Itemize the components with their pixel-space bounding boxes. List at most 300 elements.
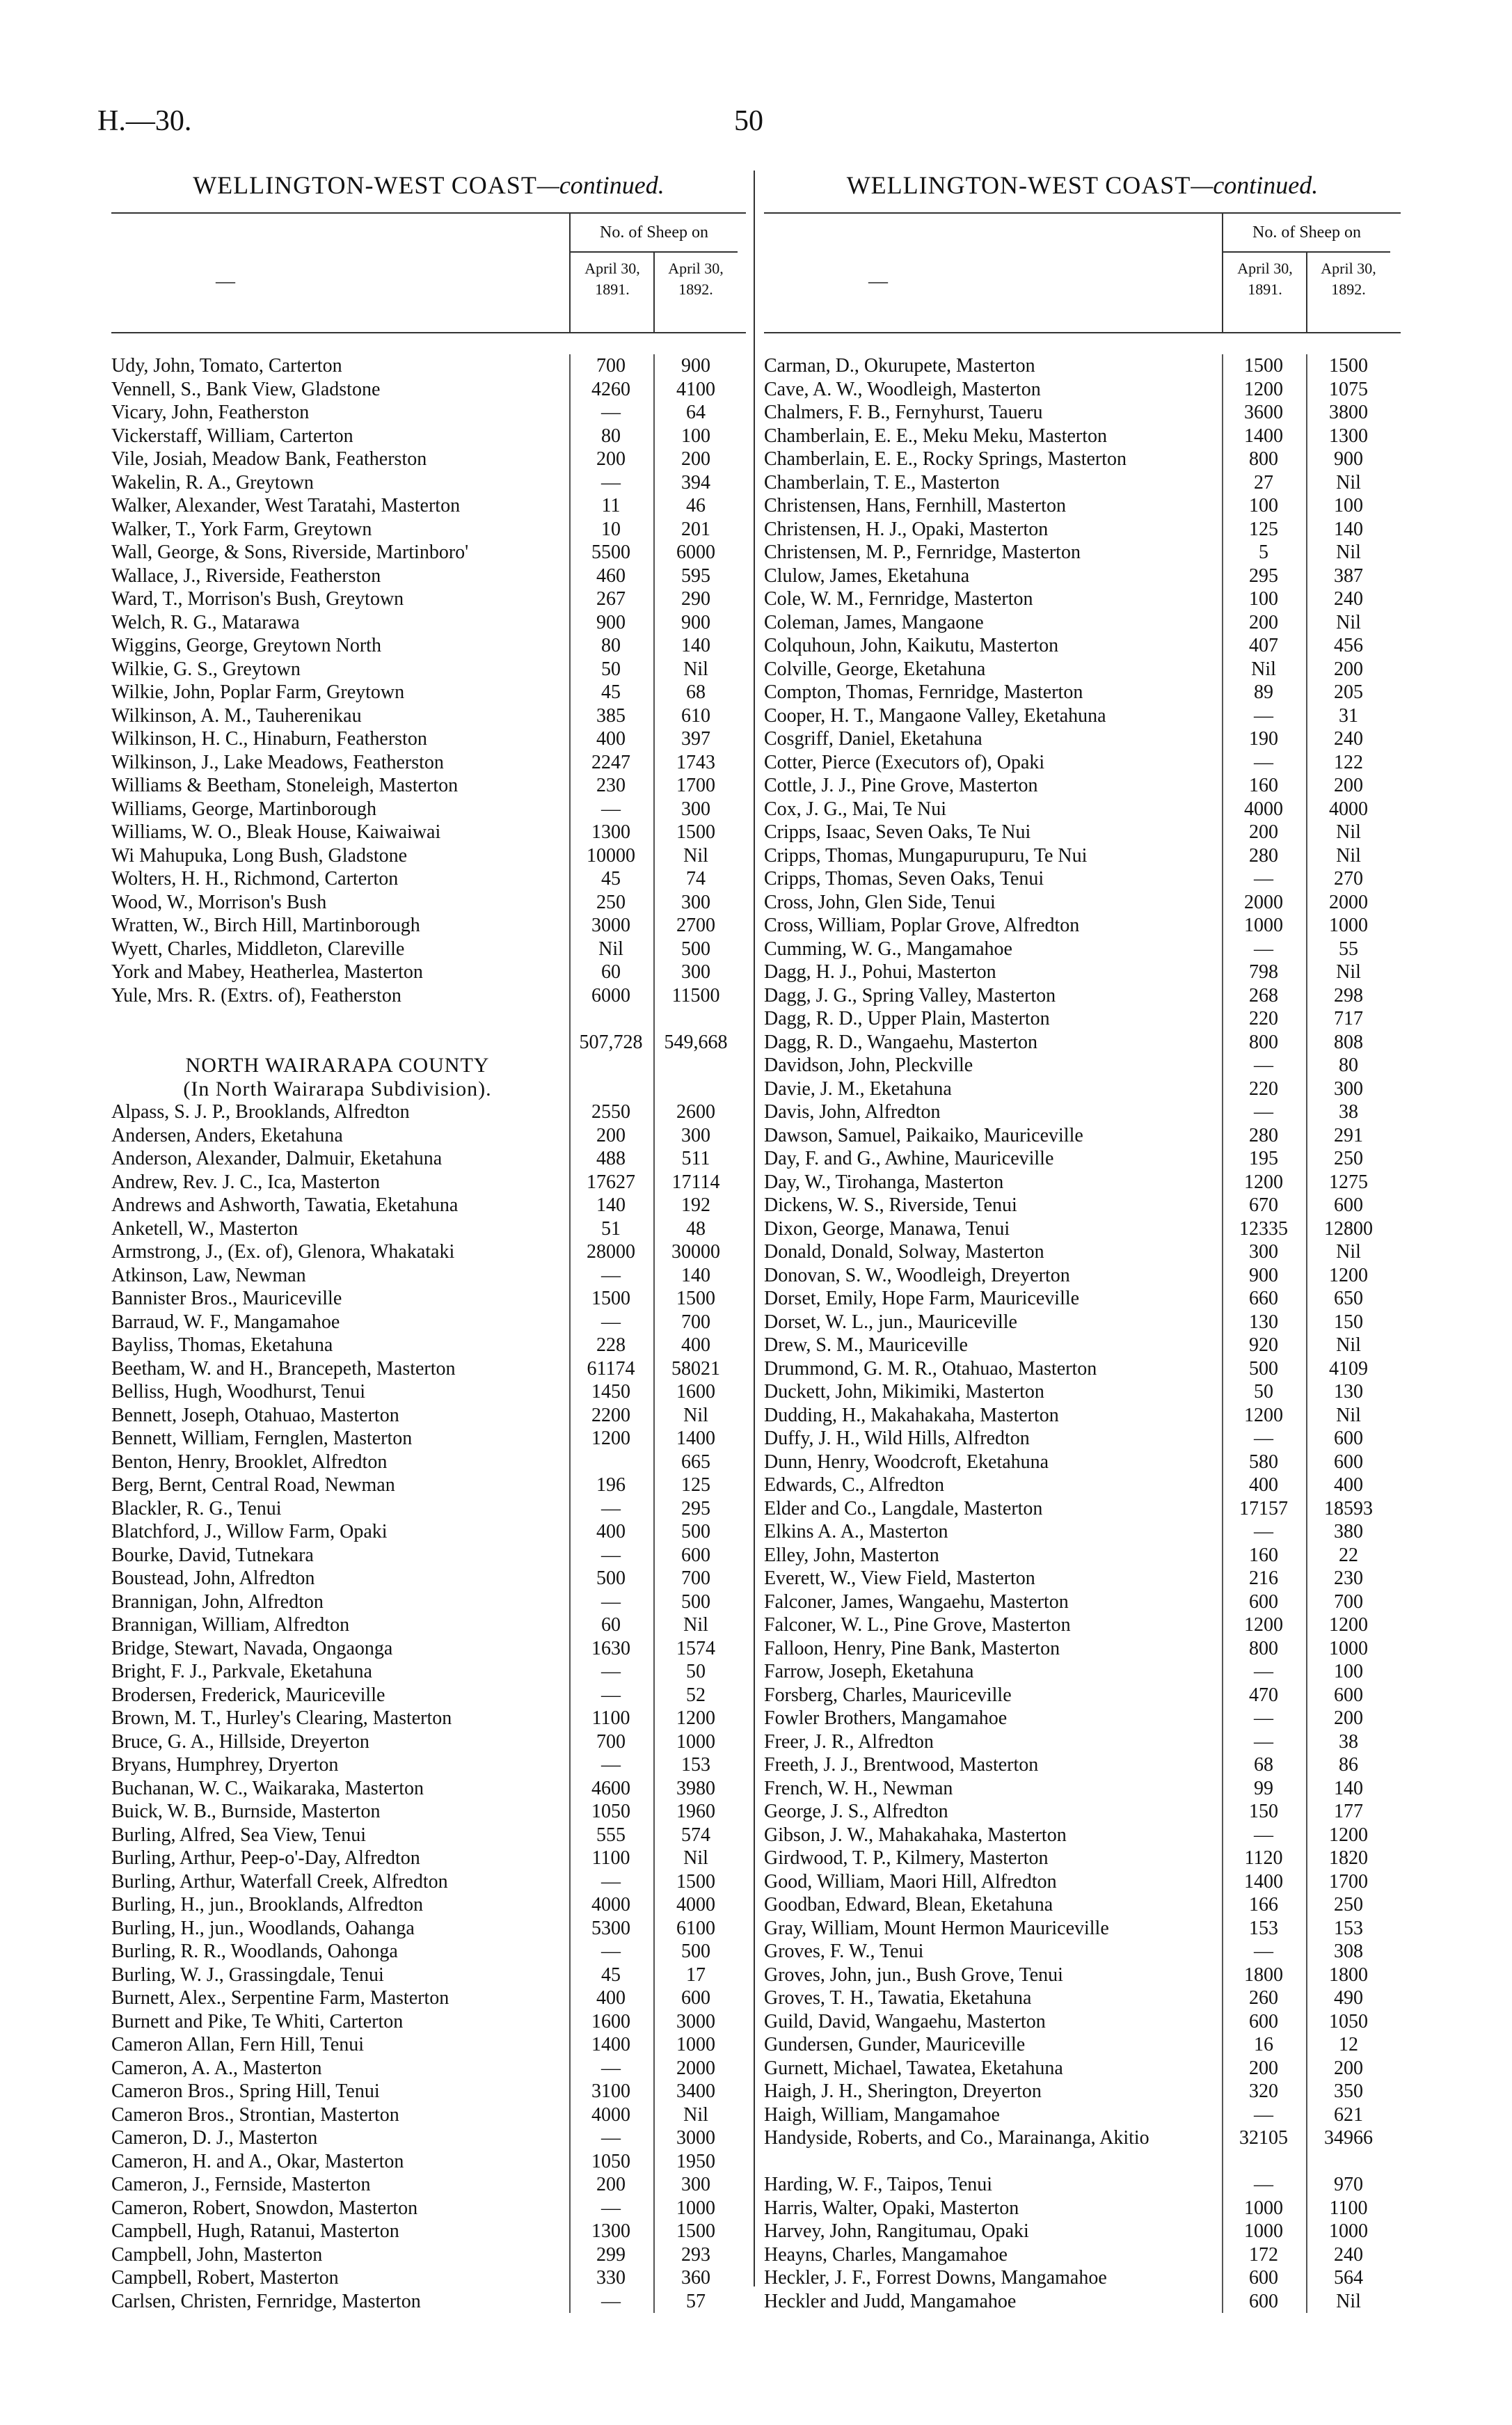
owner-name: Cameron Allan, Fern Hill, Tenui bbox=[111, 2034, 365, 2055]
table-row bbox=[111, 821, 746, 844]
page-number: 50 bbox=[734, 105, 763, 137]
sheep-1892: Nil bbox=[1336, 1404, 1361, 1426]
table-row bbox=[764, 1824, 1401, 1847]
sheep-1891: 500 bbox=[596, 1567, 626, 1589]
owner-name: Drummond, G. M. R., Otahuao, Masterton bbox=[764, 1357, 1097, 1380]
sheep-1891: 1500 bbox=[591, 1288, 630, 1309]
table-row bbox=[764, 2290, 1401, 2314]
table-row bbox=[111, 1497, 746, 1521]
owner-name: Buick, W. B., Burnside, Masterton bbox=[111, 1801, 381, 1822]
sheep-1892: 200 bbox=[1334, 1707, 1363, 1729]
right-title-suffix: —continued. bbox=[1191, 171, 1319, 199]
owner-name: Dagg, R. D., Wangaehu, Masterton bbox=[764, 1031, 1038, 1053]
table-row bbox=[111, 1777, 746, 1801]
table-row bbox=[764, 1893, 1401, 1917]
table-row bbox=[111, 2010, 746, 2034]
table-row bbox=[764, 2173, 1401, 2197]
sheep-1892: 1743 bbox=[676, 751, 715, 773]
owner-name: Campbell, John, Masterton bbox=[111, 2243, 323, 2266]
sheep-1891: 1200 bbox=[1244, 378, 1283, 400]
owner-name: Dawson, Samuel, Paikaiko, Mauriceville bbox=[764, 1124, 1083, 1146]
sheep-1891: 2200 bbox=[591, 1404, 630, 1426]
sheep-1891: 45 bbox=[601, 681, 621, 703]
sheep-1892: 140 bbox=[1334, 1777, 1363, 1799]
owner-name: Andersen, Anders, Eketahuna bbox=[111, 1124, 343, 1146]
total-row bbox=[111, 1031, 746, 1054]
table-row bbox=[764, 1334, 1401, 1357]
sheep-1891: 200 bbox=[1249, 611, 1278, 633]
sheep-1891: 280 bbox=[1249, 844, 1278, 867]
sheep-1891: 1200 bbox=[1244, 1614, 1283, 1636]
owner-name: Heckler and Judd, Mangamahoe bbox=[764, 2290, 1017, 2312]
sheep-1892: 74 bbox=[686, 868, 706, 890]
owner-name: Anderson, Alexander, Dalmuir, Eketahuna bbox=[111, 1148, 443, 1169]
sheep-1892: 150 bbox=[1334, 1311, 1363, 1333]
sheep-1892: 595 bbox=[681, 564, 710, 587]
sheep-1892: 46 bbox=[686, 495, 706, 516]
owner-name: Wall, George, & Sons, Riverside, Martinboro' bbox=[111, 542, 469, 563]
sheep-1891: 400 bbox=[596, 728, 626, 750]
owner-name: Harvey, John, Rangitumau, Opaki bbox=[764, 2220, 1029, 2242]
sheep-1891: 80 bbox=[601, 425, 621, 447]
owner-name: Forsberg, Charles, Mauriceville bbox=[764, 1684, 1012, 1706]
right-column bbox=[764, 171, 1401, 2313]
table-row bbox=[764, 751, 1401, 775]
sheep-1892: 200 bbox=[681, 448, 710, 470]
sheep-1892: 100 bbox=[1334, 495, 1363, 516]
sheep-1892: 3000 bbox=[676, 2127, 715, 2149]
owner-name: Carman, D., Okurupete, Masterton bbox=[764, 355, 1035, 377]
table-row bbox=[111, 1007, 746, 1031]
sheep-1892: 500 bbox=[681, 1941, 710, 1962]
sheep-1891: 45 bbox=[601, 868, 621, 890]
table-row bbox=[111, 1380, 746, 1404]
left-column bbox=[111, 171, 746, 2313]
sheep-1891: — bbox=[1254, 1941, 1273, 1962]
table-row bbox=[111, 494, 746, 518]
table-row bbox=[764, 914, 1401, 938]
sheep-1892: 295 bbox=[681, 1497, 710, 1519]
sheep-1892: 1800 bbox=[1329, 1964, 1368, 1986]
table-row bbox=[111, 1847, 746, 1870]
sheep-1892: 665 bbox=[681, 1451, 710, 1473]
owner-name: George, J. S., Alfredton bbox=[764, 1801, 948, 1822]
sheep-1892: 291 bbox=[1334, 1124, 1363, 1146]
sheep-1892: 1500 bbox=[676, 2220, 715, 2242]
table-row bbox=[111, 704, 746, 728]
owner-name: Burling, R. R., Woodlands, Oahonga bbox=[111, 1941, 398, 1962]
owner-name: Cole, W. M., Fernridge, Masterton bbox=[764, 588, 1033, 610]
sheep-1892: 600 bbox=[681, 1544, 710, 1566]
table-row bbox=[111, 658, 746, 681]
sheep-1891: 1200 bbox=[1244, 1171, 1283, 1193]
sheep-1891: — bbox=[1254, 1707, 1273, 1729]
owner-name: Belliss, Hugh, Woodhurst, Tenui bbox=[111, 1381, 365, 1403]
left-title-text: WELLINGTON-WEST COAST bbox=[193, 171, 537, 199]
sheep-1892: 970 bbox=[1334, 2174, 1363, 2195]
sheep-1892: 1200 bbox=[1329, 1614, 1368, 1636]
owner-name: Yule, Mrs. R. (Extrs. of), Featherston bbox=[111, 984, 401, 1006]
sheep-1891: — bbox=[1254, 1054, 1273, 1076]
owner-name: Williams & Beetham, Stoneleigh, Masterton bbox=[111, 775, 459, 796]
table-row bbox=[111, 727, 746, 751]
sheep-1892: 205 bbox=[1334, 681, 1363, 703]
sheep-1891: 600 bbox=[1249, 2010, 1278, 2032]
owner-name: Burling, Arthur, Waterfall Creek, Alfredton bbox=[111, 1870, 448, 1893]
sheep-1891: 400 bbox=[1249, 1474, 1278, 1496]
sheep-1891: 1600 bbox=[591, 2010, 630, 2032]
sheep-1892: 900 bbox=[681, 611, 710, 633]
sheep-1892: 1960 bbox=[676, 1801, 715, 1822]
sheep-1891: 488 bbox=[596, 1148, 626, 1169]
owner-name: Wilkinson, A. M., Tauherenikau bbox=[111, 704, 362, 727]
owner-name: Davidson, John, Pleckville bbox=[764, 1054, 973, 1076]
owner-name: Atkinson, Law, Newman bbox=[111, 1264, 306, 1286]
table-row bbox=[111, 1124, 746, 1148]
right-table-header bbox=[764, 212, 1401, 333]
table-row bbox=[111, 634, 746, 658]
table-row bbox=[111, 2197, 746, 2220]
sheep-1892: 6000 bbox=[676, 542, 715, 563]
owner-name: Bruce, G. A., Hillside, Dreyerton bbox=[111, 1730, 369, 1753]
table-row bbox=[764, 1311, 1401, 1334]
sheep-1892: Nil bbox=[683, 658, 708, 680]
owner-name: Chalmers, F. B., Fernyhurst, Taueru bbox=[764, 402, 1043, 423]
sheep-1891: 470 bbox=[1249, 1684, 1278, 1706]
owner-name: Gurnett, Michael, Tawatea, Eketahuna bbox=[764, 2057, 1063, 2079]
sheep-1892: 122 bbox=[1334, 751, 1363, 773]
sheep-1892: 1100 bbox=[1329, 2197, 1368, 2219]
owner-name: Day, W., Tirohanga, Masterton bbox=[764, 1171, 1004, 1193]
table-row bbox=[764, 1240, 1401, 1264]
table-row bbox=[764, 1357, 1401, 1381]
sheep-1892: 6100 bbox=[676, 1917, 715, 1939]
table-row bbox=[764, 564, 1401, 588]
table-row bbox=[111, 2126, 746, 2150]
table-row bbox=[764, 1427, 1401, 1451]
owner-name: Coleman, James, Mangaone bbox=[764, 611, 984, 633]
sheep-1891: 10 bbox=[601, 518, 621, 540]
owner-name: Burling, H., jun., Brooklands, Alfredton bbox=[111, 1894, 423, 1915]
left-col-1891-header: April 30, 1891. bbox=[584, 260, 640, 298]
owner-name: Andrews and Ashworth, Tawatia, Eketahuna bbox=[111, 1194, 459, 1216]
sheep-1891: — bbox=[601, 471, 621, 493]
sheep-1891: — bbox=[1254, 2103, 1273, 2126]
table-row bbox=[111, 2220, 746, 2243]
sheep-1891: — bbox=[601, 1590, 621, 1613]
sheep-1891: 300 bbox=[1249, 1241, 1278, 1263]
sheep-1891: 200 bbox=[596, 448, 626, 470]
table-row bbox=[764, 1870, 1401, 1894]
sheep-1892: 400 bbox=[681, 1334, 710, 1356]
owner-name: (In North Wairarapa Subdivision). bbox=[183, 1077, 492, 1100]
sheep-1892: 200 bbox=[1334, 775, 1363, 796]
owner-name: Burnett and Pike, Te Whiti, Carterton bbox=[111, 2010, 404, 2032]
sheep-1891: 166 bbox=[1249, 1894, 1278, 1915]
sheep-1892: 1574 bbox=[676, 1637, 715, 1659]
sheep-1892: 50 bbox=[686, 1661, 706, 1682]
sheep-1891: — bbox=[601, 2127, 621, 2149]
owner-name: Wyett, Charles, Middleton, Clareville bbox=[111, 938, 405, 960]
table-row bbox=[764, 1730, 1401, 1754]
sheep-1892: Nil bbox=[683, 2103, 708, 2126]
sheep-1891: 250 bbox=[596, 891, 626, 913]
sheep-1891: 32105 bbox=[1239, 2127, 1288, 2149]
owner-name: Haigh, J. H., Sherington, Dreyerton bbox=[764, 2080, 1042, 2102]
sheep-1891: 1400 bbox=[1244, 1870, 1283, 1893]
sheep-1891: 900 bbox=[1249, 1264, 1278, 1286]
sheep-1892: Nil bbox=[683, 844, 708, 867]
owner-name: Buchanan, W. C., Waikaraka, Masterton bbox=[111, 1777, 424, 1799]
owner-name: Cross, William, Poplar Grove, Alfredton bbox=[764, 915, 1080, 936]
sheep-1892: 18593 bbox=[1324, 1497, 1373, 1519]
owner-name: Harris, Walter, Opaki, Masterton bbox=[764, 2197, 1019, 2219]
owner-name: Fowler Brothers, Mangamahoe bbox=[764, 1707, 1008, 1729]
sheep-1891: 2000 bbox=[1244, 891, 1283, 913]
sheep-1892: 600 bbox=[681, 1987, 710, 2009]
sheep-1892: 900 bbox=[1334, 448, 1363, 470]
owner-name: Christensen, M. P., Fernridge, Masterton bbox=[764, 542, 1081, 563]
sheep-1891: 580 bbox=[1249, 1451, 1278, 1473]
sheep-1891: 4000 bbox=[591, 2103, 630, 2126]
owner-name: Burling, Arthur, Peep-o'-Day, Alfredton bbox=[111, 1847, 420, 1869]
owner-name: Berg, Bernt, Central Road, Newman bbox=[111, 1474, 395, 1496]
sheep-1891: 2550 bbox=[591, 1101, 630, 1123]
sheep-1892: 400 bbox=[1334, 1474, 1363, 1496]
owner-name: Dickens, W. S., Riverside, Tenui bbox=[764, 1194, 1017, 1216]
table-row bbox=[764, 1380, 1401, 1404]
left-sheep-group-header: No. of Sheep on bbox=[571, 214, 738, 253]
right-name-column-header: — bbox=[868, 271, 888, 292]
sheep-1891: 600 bbox=[1249, 1590, 1278, 1613]
sheep-1892: 500 bbox=[681, 1590, 710, 1613]
owner-name: Carlsen, Christen, Fernridge, Masterton bbox=[111, 2290, 421, 2312]
owner-name: Falconer, James, Wangaehu, Masterton bbox=[764, 1590, 1069, 1613]
sheep-1891: 400 bbox=[596, 1521, 626, 1542]
sheep-1891: 1300 bbox=[591, 2220, 630, 2242]
table-row bbox=[111, 448, 746, 471]
sheep-1892: Nil bbox=[1336, 844, 1361, 867]
sheep-1891: 1300 bbox=[591, 821, 630, 843]
owner-name: Wilkinson, H. C., Hinaburn, Featherston bbox=[111, 728, 427, 750]
sheep-1892: 1820 bbox=[1329, 1847, 1368, 1869]
sheep-1891: 4000 bbox=[1244, 798, 1283, 820]
sheep-1891: 800 bbox=[1249, 1637, 1278, 1659]
table-row bbox=[111, 1684, 746, 1707]
table-row bbox=[764, 704, 1401, 728]
owner-name: Blatchford, J., Willow Farm, Opaki bbox=[111, 1521, 388, 1542]
owner-name: Brannigan, John, Alfredton bbox=[111, 1590, 324, 1613]
table-row bbox=[764, 2243, 1401, 2267]
sheep-1892: 177 bbox=[1334, 1801, 1363, 1822]
owner-name: Bannister Bros., Mauriceville bbox=[111, 1288, 342, 1309]
sheep-1891: 190 bbox=[1249, 728, 1278, 750]
table-row bbox=[111, 1613, 746, 1637]
sheep-1891: 61174 bbox=[587, 1357, 635, 1380]
sheep-1891: 670 bbox=[1249, 1194, 1278, 1216]
sheep-1891: 267 bbox=[596, 588, 626, 610]
sheep-1892: 1200 bbox=[676, 1707, 715, 1729]
owner-name: Wakelin, R. A., Greytown bbox=[111, 471, 314, 493]
owner-name: Farrow, Joseph, Eketahuna bbox=[764, 1661, 974, 1682]
owner-name: Falconer, W. L., Pine Grove, Masterton bbox=[764, 1614, 1071, 1636]
sheep-1891: — bbox=[601, 1311, 621, 1333]
sheep-1892: 100 bbox=[681, 425, 710, 447]
sheep-1891: 99 bbox=[1254, 1777, 1273, 1799]
table-row bbox=[764, 1613, 1401, 1637]
sheep-1891: 16 bbox=[1254, 2034, 1273, 2055]
sheep-1892: 300 bbox=[681, 798, 710, 820]
sheep-1891: 900 bbox=[596, 611, 626, 633]
table-row bbox=[111, 1264, 746, 1288]
sheep-1892: 1200 bbox=[1329, 1264, 1368, 1286]
sheep-1891: — bbox=[1254, 1428, 1273, 1449]
sheep-1891: 295 bbox=[1249, 564, 1278, 587]
table-row bbox=[111, 1800, 746, 1824]
sheep-1892: 34966 bbox=[1324, 2127, 1373, 2149]
owner-name: Cameron Bros., Strontian, Masterton bbox=[111, 2103, 399, 2126]
table-row bbox=[111, 2103, 746, 2127]
sheep-1892: 1000 bbox=[676, 2197, 715, 2219]
table-row bbox=[764, 378, 1401, 402]
owner-name: Day, F. and G., Awhine, Mauriceville bbox=[764, 1148, 1054, 1169]
sheep-1892: 293 bbox=[681, 2243, 710, 2266]
owner-name: Benton, Henry, Brooklet, Alfredton bbox=[111, 1451, 388, 1473]
table-row bbox=[764, 1124, 1401, 1148]
table-row bbox=[764, 471, 1401, 495]
owner-name: Wallace, J., Riverside, Featherston bbox=[111, 564, 381, 587]
table-row bbox=[111, 2266, 746, 2290]
sheep-1891: — bbox=[601, 2057, 621, 2079]
sheep-1892: 201 bbox=[681, 518, 710, 540]
owner-name: Cooper, H. T., Mangaone Valley, Eketahuna bbox=[764, 704, 1106, 727]
sheep-1892: 300 bbox=[681, 961, 710, 983]
owner-name: Walker, T., York Farm, Greytown bbox=[111, 518, 372, 540]
sheep-1892: 700 bbox=[681, 1311, 710, 1333]
table-row bbox=[764, 1217, 1401, 1241]
table-row bbox=[764, 1474, 1401, 1497]
sheep-1891: — bbox=[601, 1870, 621, 1893]
owner-name: Gibson, J. W., Mahakahaka, Masterton bbox=[764, 1824, 1067, 1846]
sheep-1891: 172 bbox=[1249, 2243, 1278, 2266]
sheep-1891: 1100 bbox=[591, 1847, 630, 1869]
table-row bbox=[764, 798, 1401, 821]
table-row bbox=[111, 1474, 746, 1497]
owner-name: Brodersen, Frederick, Mauriceville bbox=[111, 1684, 385, 1706]
sheep-1891: 220 bbox=[1249, 1077, 1278, 1100]
owner-name: Donald, Donald, Solway, Masterton bbox=[764, 1241, 1044, 1263]
table-row bbox=[111, 844, 746, 868]
sheep-1891: — bbox=[1254, 1101, 1273, 1123]
sheep-1892: 700 bbox=[1334, 1590, 1363, 1613]
owner-name: Haigh, William, Mangamahoe bbox=[764, 2103, 1000, 2126]
owner-name: Cameron, H. and A., Okar, Masterton bbox=[111, 2150, 404, 2172]
sheep-1892: 250 bbox=[1334, 1894, 1363, 1915]
sheep-1892: 4000 bbox=[1329, 798, 1368, 820]
left-col-1892-header: April 30, 1892. bbox=[668, 260, 724, 298]
table-row bbox=[111, 378, 746, 402]
table-row bbox=[764, 1964, 1401, 1987]
sheep-1891: 320 bbox=[1249, 2080, 1278, 2102]
table-row bbox=[764, 658, 1401, 681]
sheep-1892: Nil bbox=[1336, 1241, 1361, 1263]
owner-name: Burnett, Alex., Serpentine Farm, Masterton bbox=[111, 1987, 449, 2009]
table-row bbox=[764, 401, 1401, 425]
owner-name: Everett, W., View Field, Masterton bbox=[764, 1567, 1035, 1589]
sheep-1891: 555 bbox=[596, 1824, 626, 1846]
table-row bbox=[764, 1031, 1401, 1054]
owner-name: Bridge, Stewart, Navada, Ongaonga bbox=[111, 1637, 393, 1659]
sheep-1892: Nil bbox=[1336, 471, 1361, 493]
table-row bbox=[111, 1217, 746, 1241]
sheep-1892: 153 bbox=[1334, 1917, 1363, 1939]
table-row bbox=[764, 634, 1401, 658]
sheep-1891: 216 bbox=[1249, 1567, 1278, 1589]
owner-name: Vickerstaff, William, Carterton bbox=[111, 425, 353, 447]
table-row bbox=[111, 2243, 746, 2267]
table-row bbox=[111, 401, 746, 425]
owner-name: Elkins A. A., Masterton bbox=[764, 1521, 948, 1542]
owner-name: NORTH WAIRARAPA COUNTY bbox=[185, 1054, 490, 1077]
sheep-1892: 600 bbox=[1334, 1194, 1363, 1216]
sheep-1891: 1200 bbox=[591, 1428, 630, 1449]
owner-name: Williams, W. O., Bleak House, Kaiwaiwai bbox=[111, 821, 441, 843]
sheep-1892: 57 bbox=[686, 2290, 706, 2312]
table-row bbox=[764, 1287, 1401, 1311]
table-row bbox=[764, 2197, 1401, 2220]
table-row bbox=[764, 448, 1401, 471]
sheep-1892: 55 bbox=[1339, 938, 1358, 960]
sheep-1891: 100 bbox=[1249, 495, 1278, 516]
sheep-1891: 1120 bbox=[1244, 1847, 1283, 1869]
sheep-1891: 600 bbox=[1249, 2267, 1278, 2289]
table-row bbox=[764, 1520, 1401, 1544]
sheep-1891: 60 bbox=[601, 1614, 621, 1636]
owner-name: Cosgriff, Daniel, Eketahuna bbox=[764, 728, 982, 750]
table-row bbox=[111, 1287, 746, 1311]
table-row bbox=[764, 774, 1401, 798]
table-row bbox=[764, 1077, 1401, 1101]
sheep-1892: 130 bbox=[1334, 1381, 1363, 1403]
right-col-1892-header: April 30, 1892. bbox=[1321, 260, 1376, 298]
table-row bbox=[764, 1777, 1401, 1801]
owner-name: Vicary, John, Featherston bbox=[111, 402, 310, 423]
sheep-1891: — bbox=[601, 402, 621, 423]
sheep-1891: — bbox=[601, 1264, 621, 1286]
table-row bbox=[764, 2103, 1401, 2127]
sheep-1892: 125 bbox=[681, 1474, 710, 1496]
section-heading bbox=[111, 1077, 746, 1101]
table-row bbox=[111, 2290, 746, 2314]
sheep-1891: — bbox=[601, 1544, 621, 1566]
owner-name: Brown, M. T., Hurley's Clearing, Masterton bbox=[111, 1707, 452, 1729]
owner-name: Christensen, H. J., Opaki, Masterton bbox=[764, 518, 1049, 540]
owner-name: Cameron Bros., Spring Hill, Tenui bbox=[111, 2080, 380, 2102]
sheep-1892: 621 bbox=[1334, 2103, 1363, 2126]
sheep-1891: 50 bbox=[601, 658, 621, 680]
table-row bbox=[111, 1194, 746, 1217]
table-row bbox=[111, 891, 746, 915]
sheep-1891: 17627 bbox=[587, 1171, 635, 1193]
table-row bbox=[111, 2150, 746, 2174]
owner-name: Burling, Alfred, Sea View, Tenui bbox=[111, 1824, 367, 1846]
owner-name: Bright, F. J., Parkvale, Eketahuna bbox=[111, 1661, 372, 1682]
table-row bbox=[111, 425, 746, 448]
sheep-1891: 700 bbox=[596, 355, 626, 377]
owner-name: Duffy, J. H., Wild Hills, Alfredton bbox=[764, 1428, 1030, 1449]
owner-name: Falloon, Henry, Pine Bank, Masterton bbox=[764, 1637, 1060, 1659]
sheep-1891: — bbox=[1254, 2174, 1273, 2195]
